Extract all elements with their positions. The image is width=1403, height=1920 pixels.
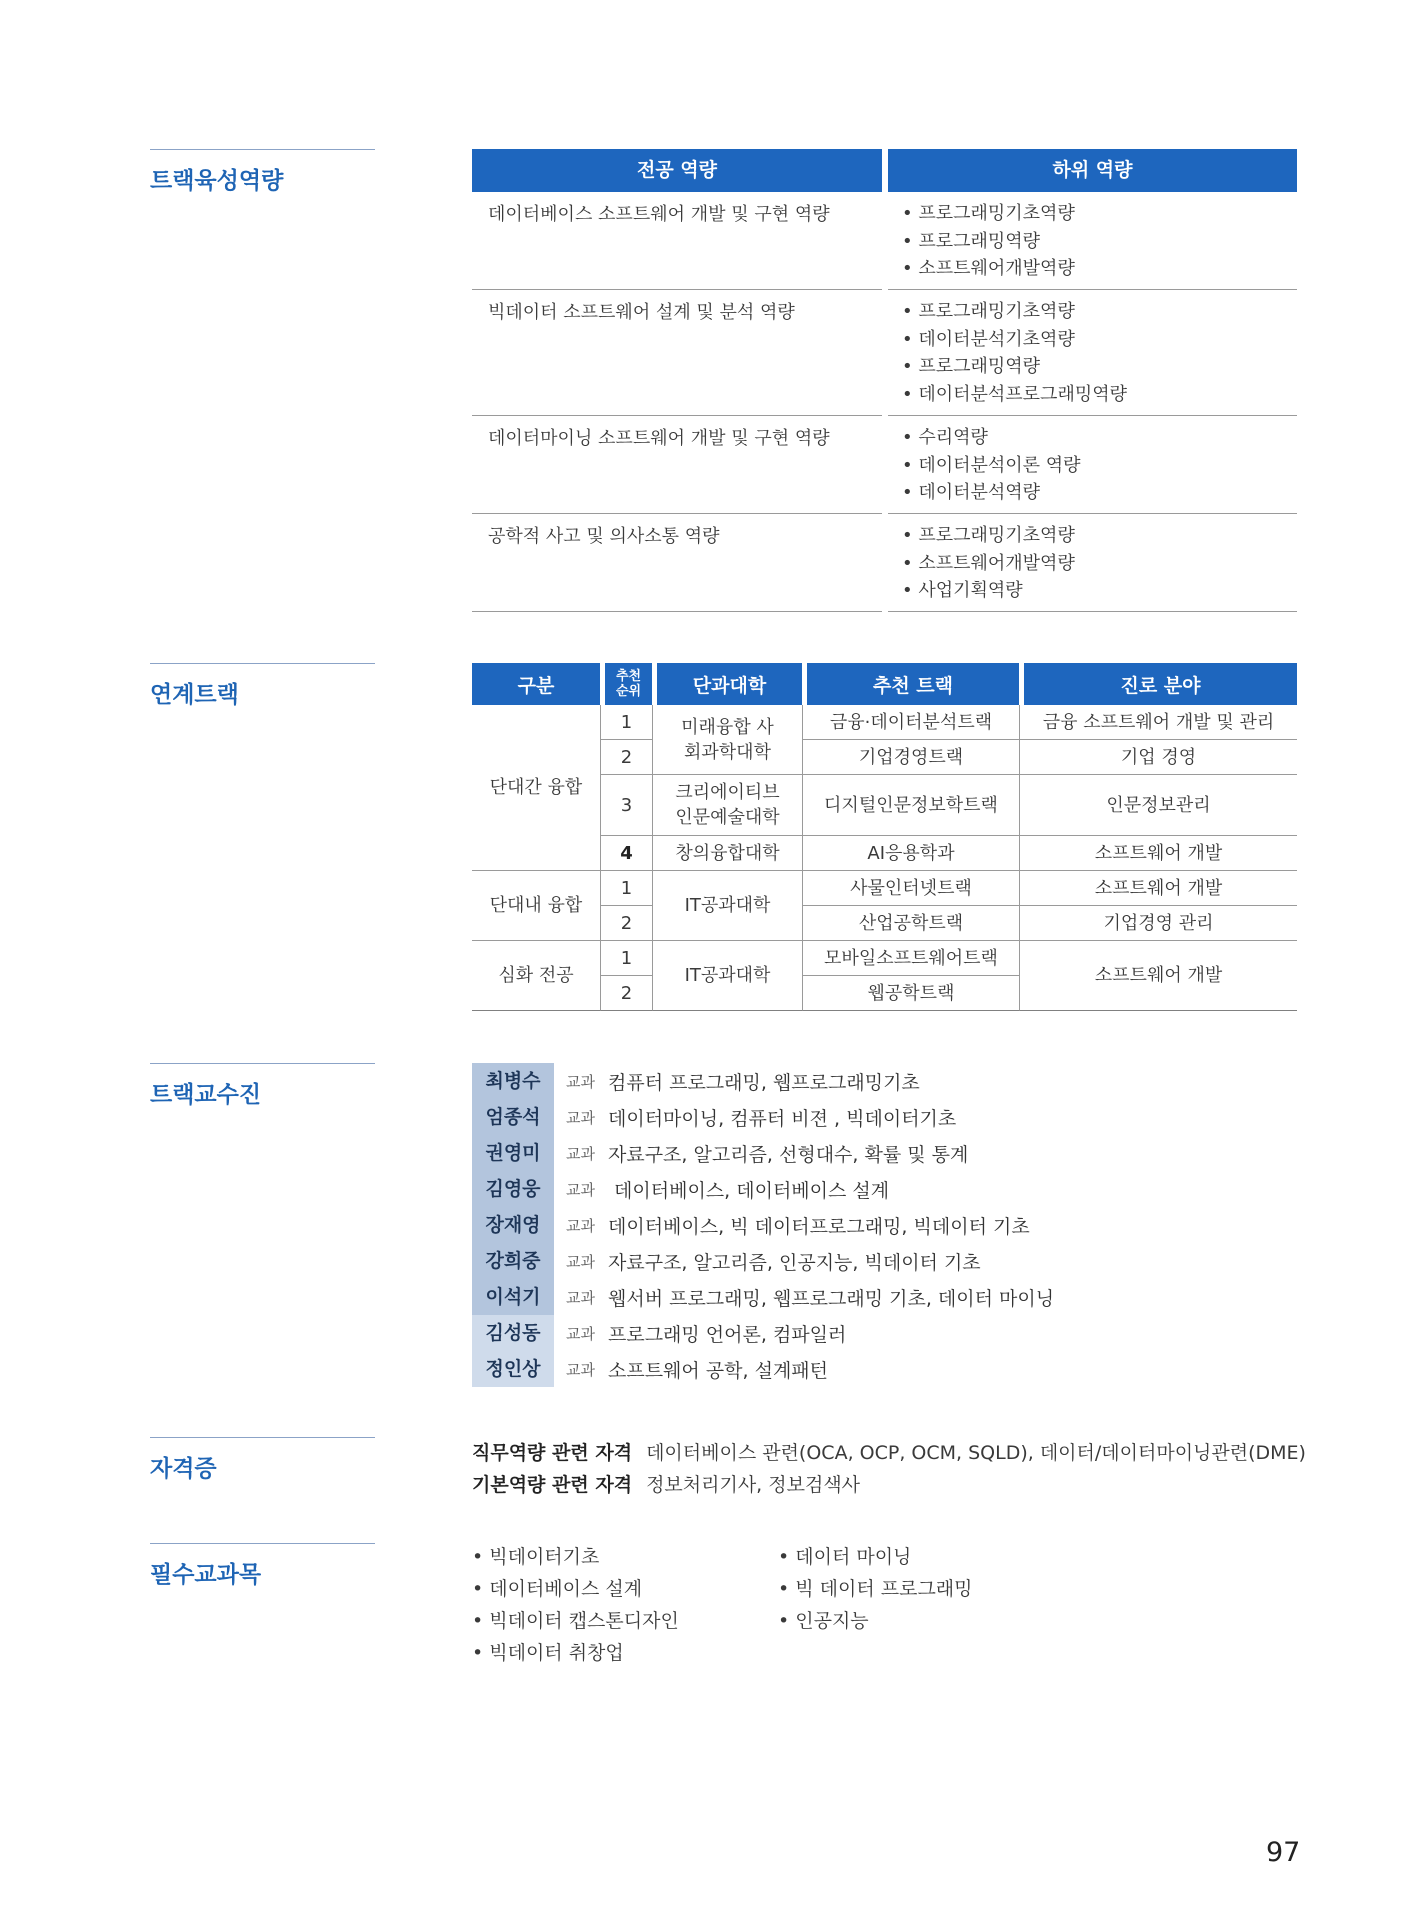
list-item: • 빅데이터 취창업 (472, 1642, 624, 1664)
license-row (472, 1437, 1306, 1469)
license-list (472, 1437, 1306, 1501)
list-item (472, 1135, 1054, 1171)
subjects: 데이터베이스, 데이터베이스 설계 (608, 1179, 890, 1202)
track-cell: 산업공학트랙 (802, 906, 1019, 941)
subject-tag: 교과 (566, 1144, 595, 1163)
group-cell: 단대간 융합 (472, 705, 600, 871)
list-item (472, 1243, 1054, 1279)
license-label: 기본역량 관련 자격 (472, 1474, 633, 1496)
sub-competency-list (888, 192, 1297, 290)
rank-cell: 3 (600, 775, 652, 836)
group-cell: 심화 전공 (472, 941, 600, 1011)
subject-tag: 교과 (566, 1324, 595, 1343)
rank-cell: 1 (600, 941, 652, 976)
section-title-linked-track: 연계트랙 (150, 663, 375, 709)
professor-name: 김성동 (472, 1315, 554, 1351)
subjects: 소프트웨어 공학, 설계패턴 (608, 1359, 829, 1382)
header-category: 구분 (472, 663, 600, 705)
career-cell: 기업경영 관리 (1019, 906, 1297, 941)
table-row (472, 290, 1297, 416)
track-cell: AI응용학과 (802, 836, 1019, 871)
professor-name: 권영미 (472, 1135, 554, 1171)
header-rank: 추천 순위 (600, 663, 652, 705)
major-competency: 빅데이터 소프트웨어 설계 및 분석 역량 (472, 290, 882, 416)
license-label: 직무역량 관련 자격 (472, 1442, 633, 1464)
list-item: • 데이터베이스 설계 (472, 1578, 643, 1600)
professor-name: 이석기 (472, 1279, 554, 1315)
list-item: • 소프트웨어개발역량 (902, 552, 1075, 574)
list-item: • 사업기획역량 (902, 580, 1023, 601)
subject-tag: 교과 (566, 1288, 595, 1307)
track-cell: 사물인터넷트랙 (802, 871, 1019, 906)
subject-tag: 교과 (566, 1108, 595, 1127)
rank-cell: 1 (600, 871, 652, 906)
sub-competency-list (888, 416, 1297, 514)
career-cell: 소프트웨어 개발 (1019, 836, 1297, 871)
list-item: • 프로그래밍역량 (902, 230, 1041, 252)
college-cell: IT공과대학 (652, 941, 802, 1011)
faculty-list (472, 1063, 1054, 1387)
table-row (472, 416, 1297, 514)
professor-name: 최병수 (472, 1063, 554, 1099)
list-item: • 빅데이터 캡스톤디자인 (472, 1610, 679, 1632)
career-cell: 금융 소프트웨어 개발 및 관리 (1019, 705, 1297, 740)
list-item: • 수리역량 (902, 427, 988, 448)
track-cell: 모바일소프트웨어트랙 (802, 941, 1019, 976)
subject-tag: 교과 (566, 1252, 595, 1271)
subject-tag: 교과 (566, 1180, 595, 1199)
major-competency: 데이터베이스 소프트웨어 개발 및 구현 역량 (472, 192, 882, 290)
professor-name: 정인상 (472, 1351, 554, 1387)
list-item: • 데이터분석기초역량 (902, 328, 1075, 350)
section-title-license: 자격증 (150, 1437, 375, 1483)
subject-tag: 교과 (566, 1360, 595, 1379)
table-row (472, 514, 1297, 612)
college-cell: 크리에이티브 인문예술대학 (652, 775, 802, 836)
header-college: 단과대학 (652, 663, 802, 705)
list-item: • 인공지능 (778, 1610, 869, 1632)
required-courses-left (472, 1541, 679, 1669)
table-row (472, 941, 1297, 976)
professor-name: 엄종석 (472, 1099, 554, 1135)
section-title-faculty: 트랙교수진 (150, 1063, 375, 1109)
page-number: 97 (1266, 1837, 1301, 1868)
header-track: 추천 트랙 (802, 663, 1019, 705)
professor-name: 장재영 (472, 1207, 554, 1243)
list-item (472, 1063, 1054, 1099)
list-item (472, 1099, 1054, 1135)
major-competency: 공학적 사고 및 의사소통 역량 (472, 514, 882, 612)
rank-cell: 2 (600, 740, 652, 775)
list-item: • 데이터분석역량 (902, 482, 1041, 503)
list-item: • 프로그래밍기초역량 (902, 203, 1075, 224)
professor-name: 강희중 (472, 1243, 554, 1279)
subjects: 컴퓨터 프로그래밍, 웹프로그래밍기초 (608, 1071, 920, 1094)
professor-name: 김영웅 (472, 1171, 554, 1207)
subjects: 데이터마이닝, 컴퓨터 비젼 , 빅데이터기초 (608, 1107, 957, 1130)
college-cell: 미래융합 사회과학대학 (652, 705, 802, 775)
rank-cell: 1 (600, 705, 652, 740)
list-item: • 프로그래밍기초역량 (902, 301, 1075, 322)
subject-tag: 교과 (566, 1216, 595, 1235)
table-row (472, 871, 1297, 906)
track-cell: 디지털인문정보학트랙 (802, 775, 1019, 836)
license-row (472, 1469, 1306, 1501)
license-value: 정보처리기사, 정보검색사 (646, 1474, 861, 1496)
header-career: 진로 분야 (1019, 663, 1297, 705)
list-item: • 데이터분석프로그래밍역량 (902, 383, 1127, 405)
subjects: 웹서버 프로그래밍, 웹프로그래밍 기초, 데이터 마이닝 (608, 1287, 1055, 1310)
list-item (472, 1315, 1054, 1351)
required-courses-right (778, 1541, 973, 1637)
subjects: 자료구조, 알고리즘, 인공지능, 빅데이터 기초 (608, 1251, 981, 1274)
track-cell: 금융·데이터분석트랙 (802, 705, 1019, 740)
list-item: • 소프트웨어개발역량 (902, 258, 1075, 279)
subjects: 프로그래밍 언어론, 컴파일러 (608, 1323, 847, 1346)
major-competency: 데이터마이닝 소프트웨어 개발 및 구현 역량 (472, 416, 882, 514)
list-item (472, 1171, 1054, 1207)
track-cell: 기업경영트랙 (802, 740, 1019, 775)
career-cell: 인문정보관리 (1019, 775, 1297, 836)
list-item: • 빅 데이터 프로그래밍 (778, 1578, 973, 1600)
rank-cell: 4 (600, 836, 652, 871)
college-cell: 창의융합대학 (652, 836, 802, 871)
list-item: • 프로그래밍역량 (902, 356, 1041, 377)
sub-competency-list (888, 290, 1297, 416)
list-item (472, 1279, 1054, 1315)
career-cell: 기업 경영 (1019, 740, 1297, 775)
header-sub-competency: 하위 역량 (888, 149, 1297, 192)
subject-tag: 교과 (566, 1072, 595, 1091)
table-row (472, 705, 1297, 740)
group-cell: 단대내 융합 (472, 871, 600, 941)
list-item: • 빅데이터기초 (472, 1546, 600, 1568)
section-title-competency: 트랙육성역량 (150, 149, 375, 195)
career-cell: 소프트웨어 개발 (1019, 941, 1297, 1011)
sub-competency-list (888, 514, 1297, 612)
list-item: • 데이터분석이론 역량 (902, 454, 1081, 476)
header-major-competency: 전공 역량 (472, 149, 882, 192)
section-title-required: 필수교과목 (150, 1543, 375, 1589)
license-value: 데이터베이스 관련(OCA, OCP, OCM, SQLD), 데이터/데이터마이닝관련(DME) (646, 1442, 1306, 1464)
list-item: • 프로그래밍기초역량 (902, 525, 1075, 546)
track-cell: 웹공학트랙 (802, 976, 1019, 1011)
linked-track-table (472, 663, 1297, 1011)
table-row (472, 192, 1297, 290)
list-item: • 데이터 마이닝 (778, 1546, 912, 1568)
rank-cell: 2 (600, 976, 652, 1011)
rank-cell: 2 (600, 906, 652, 941)
competency-table (472, 149, 1297, 612)
subjects: 자료구조, 알고리즘, 선형대수, 확률 및 통계 (608, 1143, 969, 1166)
college-cell: IT공과대학 (652, 871, 802, 941)
subjects: 데이터베이스, 빅 데이터프로그래밍, 빅데이터 기초 (608, 1215, 1030, 1238)
career-cell: 소프트웨어 개발 (1019, 871, 1297, 906)
list-item (472, 1351, 1054, 1387)
list-item (472, 1207, 1054, 1243)
